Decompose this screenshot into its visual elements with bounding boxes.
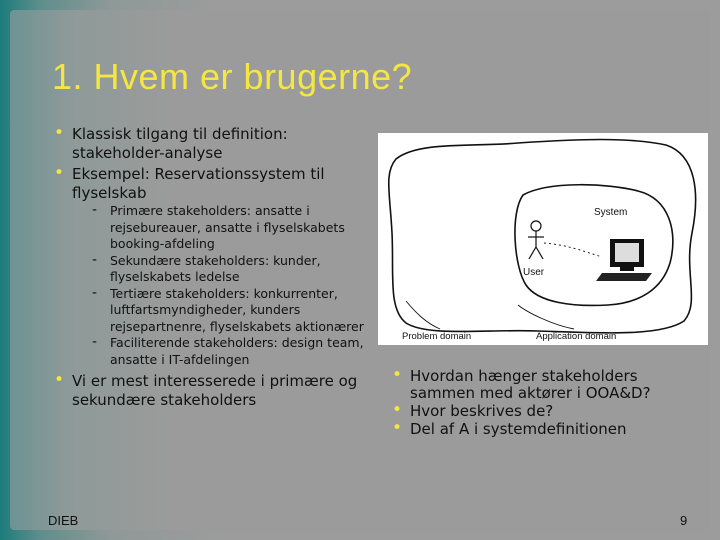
computer-icon [596, 239, 652, 281]
sub-bullet-item: - Primære stakeholders: ansatte i rejsebureauer, ansatte i flyselskabets booking-afdeling [72, 203, 364, 253]
domain-diagram-svg [378, 133, 708, 345]
left-bullet-list [54, 125, 364, 412]
domain-diagram [378, 133, 708, 345]
application-domain-label: Application domain [536, 331, 617, 342]
application-domain-pointer [518, 305, 574, 329]
bullet-text: Eksempel: Reservationssystem til flyselskab [72, 165, 325, 202]
bullet-item [54, 165, 364, 368]
application-domain-outline [515, 185, 673, 306]
bullet-item: • Del af A i systemdefinitionen [392, 421, 702, 438]
sub-bullet-list [72, 203, 364, 368]
interaction-line [544, 243, 602, 257]
problem-domain-outline [389, 140, 696, 333]
sub-bullet-item: - Sekundære stakeholders: kunder, flyselskabets ledelse [72, 253, 364, 286]
bullet-item: • Klassisk tilgang til definition: stakeholder-analyse [54, 125, 364, 163]
bullet-item: • Hvor beskrives de? [392, 403, 702, 420]
sub-bullet-item: - Faciliterende stakeholders: design team, ansatte i IT-afdelingen [72, 335, 364, 368]
bullet-item: • Hvordan hænger stakeholders sammen med aktører i OOA&D? [392, 368, 702, 402]
user-icon [528, 221, 544, 259]
bullet-item: • Vi er mest interesserede i primære og sekundære stakeholders [54, 372, 364, 410]
slide-title: 1. Hvem er brugerne? [52, 56, 413, 97]
right-bullet-list [392, 368, 702, 439]
user-label: User [523, 267, 545, 278]
sub-bullet-item: - Tertiære stakeholders: konkurrenter, luftfartsmyndigheder, kunders rejsepartnenre, flyselskabets aktionærer [72, 286, 364, 336]
problem-domain-label: Problem domain [402, 331, 472, 342]
page-number: 9 [680, 513, 688, 528]
system-label: System [594, 207, 628, 218]
footer-label: DIEB [48, 513, 79, 528]
